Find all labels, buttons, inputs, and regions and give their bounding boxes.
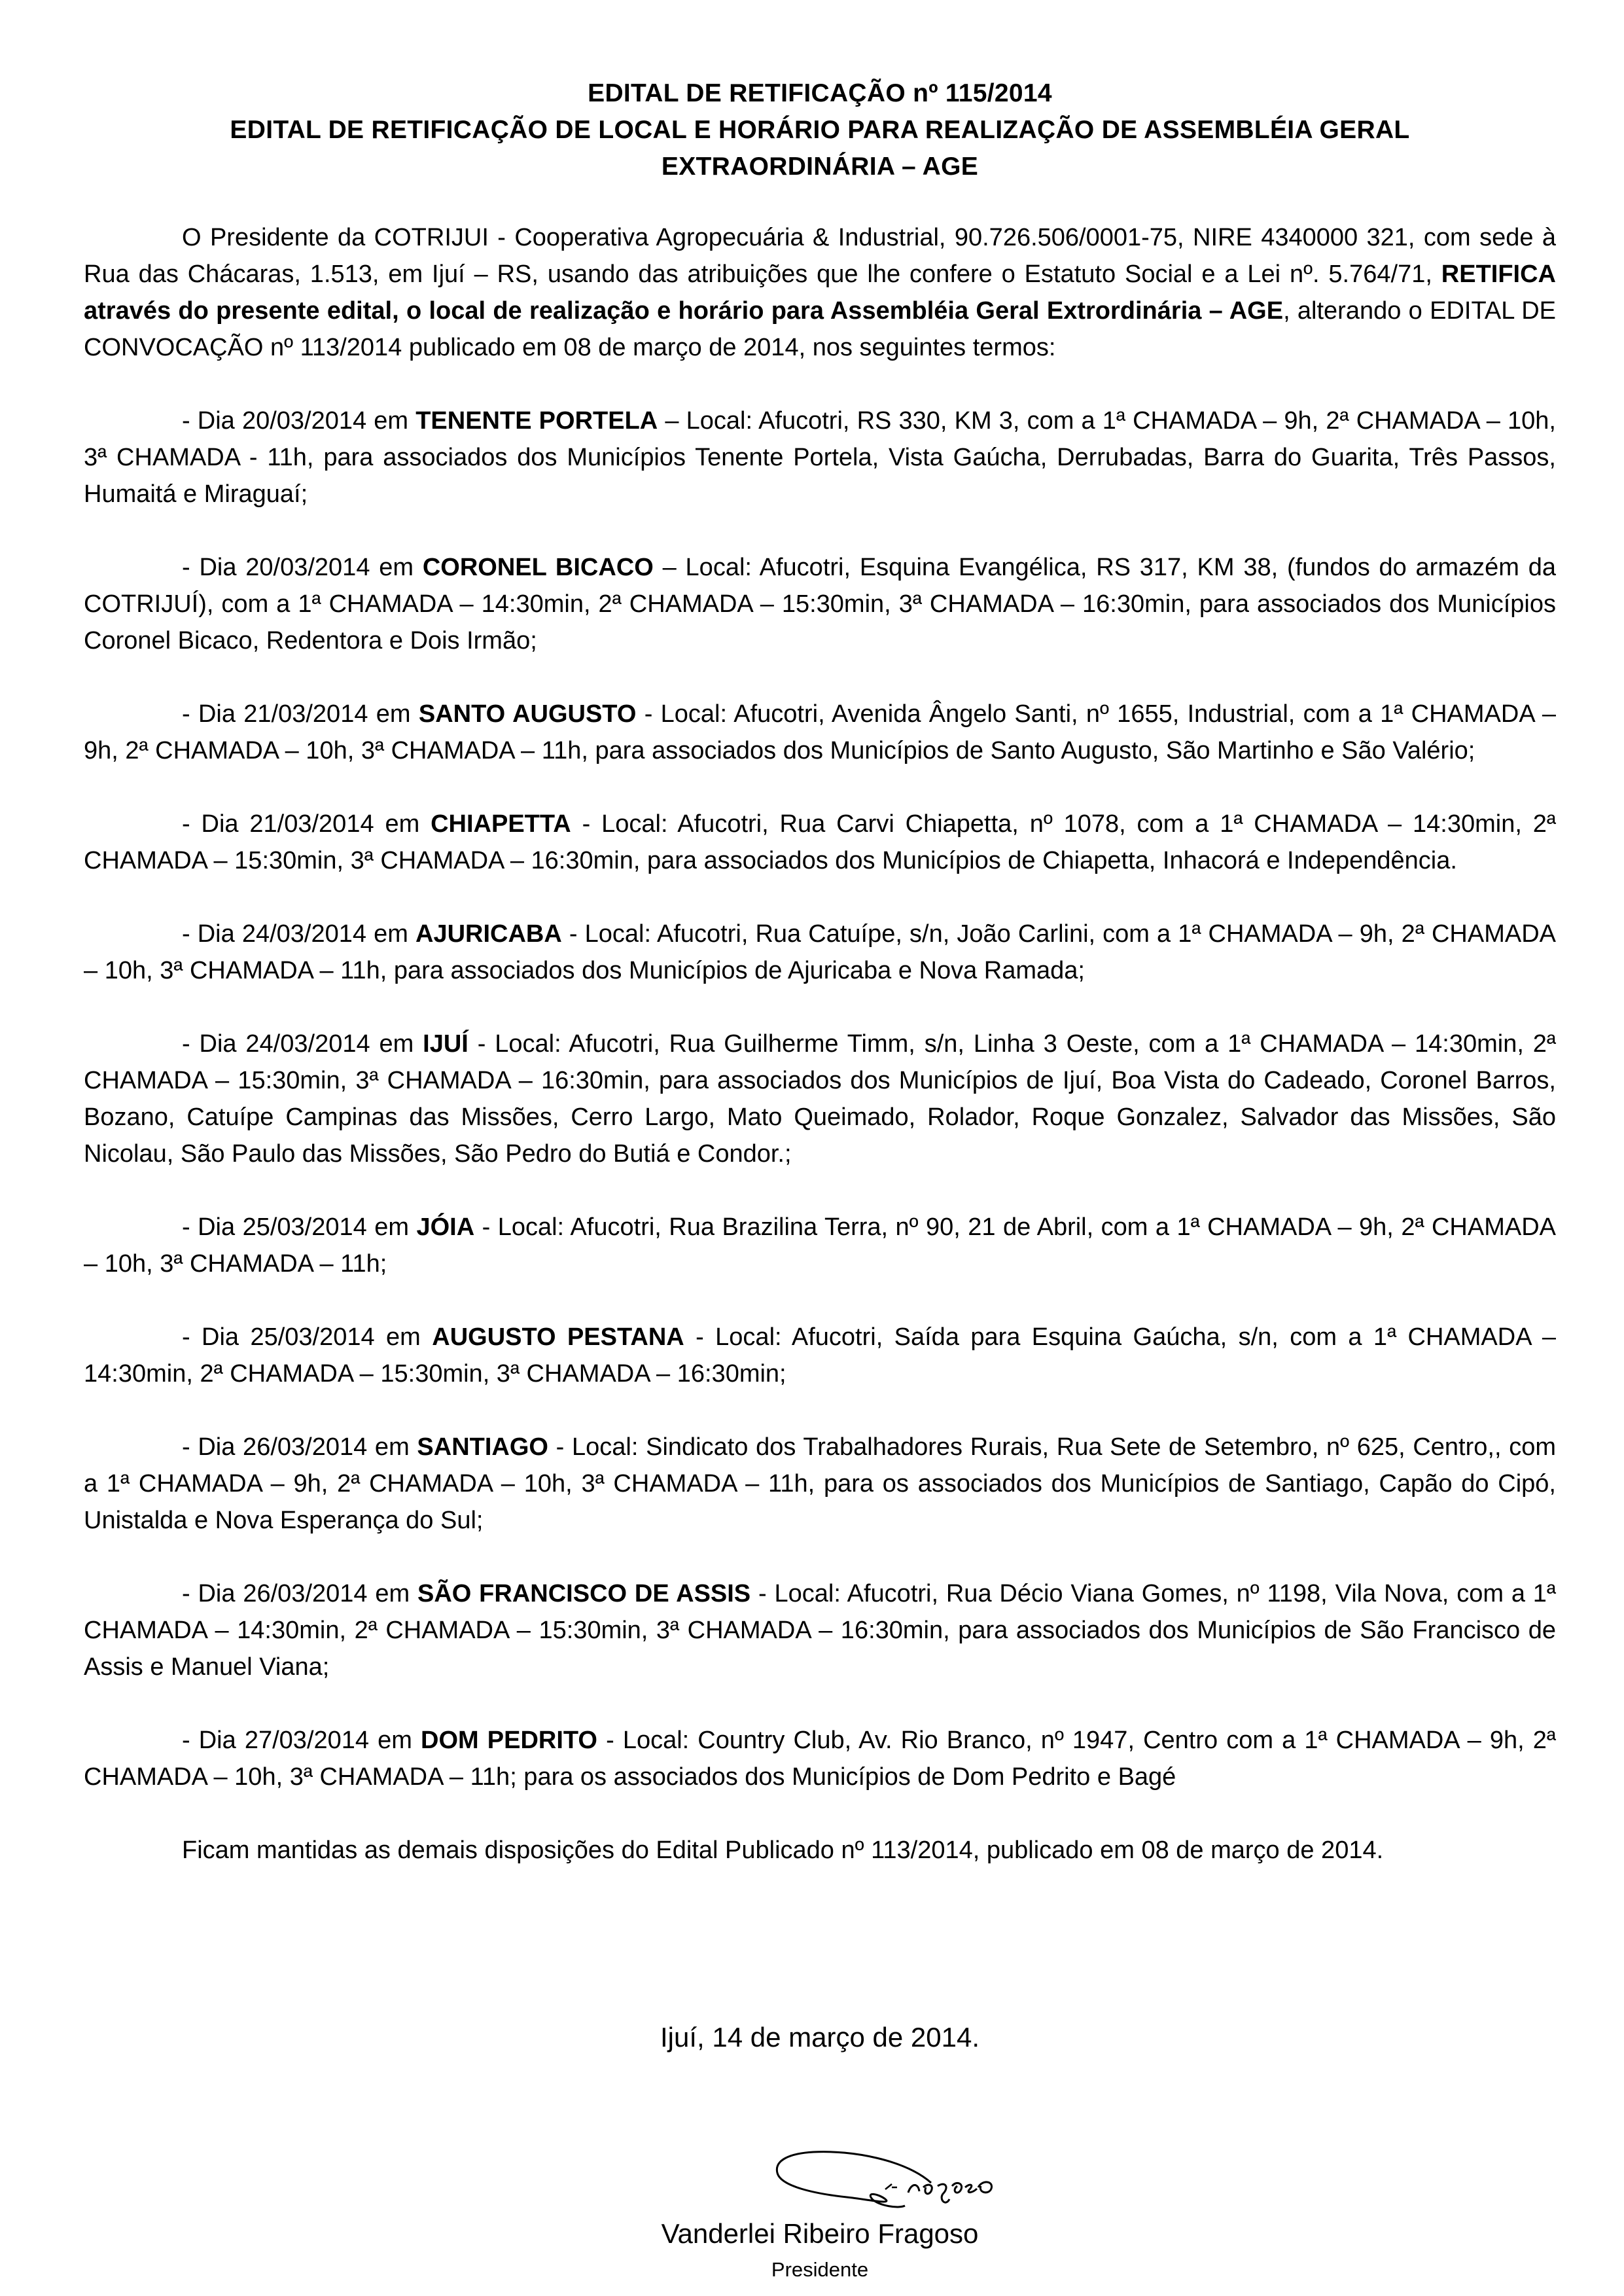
assembly-city: JÓIA (416, 1213, 475, 1241)
assembly-date: - Dia 27/03/2014 em (182, 1727, 421, 1754)
assembly-date: - Dia 24/03/2014 em (182, 920, 415, 948)
assembly-item (84, 1575, 1556, 1685)
assembly-date: - Dia 26/03/2014 em (182, 1433, 417, 1461)
assembly-city: CHIAPETTA (431, 810, 571, 838)
edital-subject-title-cont: EXTRAORDINÁRIA – AGE (661, 152, 979, 181)
document-header (84, 75, 1556, 185)
assembly-date: - Dia 25/03/2014 em (182, 1213, 417, 1241)
assembly-details: - Local: Sindicato dos Trabalhadores Rurais, Rua Sete de Setembro, nº 625, Centro,, com a 1ª CHAMADA – 9h, 2ª CHAMADA – 10h, 3ª CHAMADA – 11h, para os associados dos Municípios de Santiago, Capão do Cipó, Unistalda e Nova Esperança do Sul; (84, 1433, 1556, 1534)
assembly-city: AUGUSTO PESTANA (432, 1323, 684, 1351)
assembly-city: IJUÍ (423, 1030, 468, 1058)
document-body (84, 219, 1556, 1869)
assembly-item (84, 1026, 1556, 1172)
assembly-date: - Dia 20/03/2014 em (182, 554, 423, 581)
assembly-item (84, 696, 1556, 769)
intro-text: O Presidente da COTRIJUI - Cooperativa Agropecuária & Industrial, 90.726.506/0001-75, NIRE 4340000 321, com sede à Rua das Chácaras, 1.513, em Ijuí – RS, usando das atribuições que lhe confere o Estatuto Social e a Lei nº. 5.764/71, (84, 224, 1556, 288)
assembly-item (84, 1429, 1556, 1539)
assembly-item (84, 403, 1556, 512)
intro-text-cont: , alterando o EDITAL DE CONVOCAÇÃO nº 113/2014 publicado em 08 de março de 2014, nos seguintes termos: (84, 297, 1557, 361)
assembly-details: – Local: Afucotri, RS 330, KM 3, com a 1ª CHAMADA – 9h, 2ª CHAMADA – 10h, 3ª CHAMADA - 11h, para associados dos Municípios Tenente Portela, Vista Gaúcha, Derrubadas, Barra do Guarita, Três Passos, Humaitá e Miraguaí; (84, 407, 1556, 508)
place-date: Ijuí, 14 de março de 2014. (660, 2022, 980, 2053)
assembly-date: - Dia 21/03/2014 em (182, 700, 419, 728)
assembly-details: - Local: Afucotri, Avenida Ângelo Santi, nº 1655, Industrial, com a 1ª CHAMADA – 9h, 2ª CHAMADA – 10h, 3ª CHAMADA – 11h, para associados dos Municípios de Santo Augusto, São Martinho e São Valério; (84, 700, 1556, 764)
assembly-city: AJURICABA (415, 920, 562, 948)
assembly-details: - Local: Country Club, Av. Rio Branco, nº 1947, Centro com a 1ª CHAMADA – 9h, 2ª CHAMADA – 10h, 3ª CHAMADA – 11h; para os associados dos Municípios de Dom Pedrito e Bagé (84, 1727, 1556, 1791)
assembly-details: – Local: Afucotri, Esquina Evangélica, RS 317, KM 38, (fundos do armazém da COTRIJUÍ), com a 1ª CHAMADA – 14:30min, 2ª CHAMADA – 15:30min, 3ª CHAMADA – 16:30min, para associados dos Municípios Coronel Bicaco, Redentora e Dois Irmão; (84, 554, 1556, 655)
assembly-details: - Local: Afucotri, Saída para Esquina Gaúcha, s/n, com a 1ª CHAMADA – 14:30min, 2ª CHAMADA – 15:30min, 3ª CHAMADA – 16:30min; (84, 1323, 1556, 1388)
assembly-city: SANTO AUGUSTO (418, 700, 637, 728)
assembly-item (84, 1319, 1556, 1392)
assembly-item (84, 1209, 1556, 1282)
assembly-date: - Dia 24/03/2014 em (182, 1030, 423, 1058)
edital-number-title: EDITAL DE RETIFICAÇÃO nº 115/2014 (588, 79, 1052, 107)
assembly-details: - Local: Afucotri, Rua Décio Viana Gomes, nº 1198, Vila Nova, com a 1ª CHAMADA – 14:30min, 2ª CHAMADA – 15:30min, 3ª CHAMADA – 16:30min, para associados dos Municípios de São Francisco de Assis e Manuel Viana; (84, 1580, 1556, 1681)
assembly-city: CORONEL BICACO (422, 554, 654, 581)
assembly-date: - Dia 26/03/2014 em (182, 1580, 417, 1607)
assembly-details: - Local: Afucotri, Rua Catuípe, s/n, João Carlini, com a 1ª CHAMADA – 9h, 2ª CHAMADA – 10h, 3ª CHAMADA – 11h, para associados dos Municípios de Ajuricaba e Nova Ramada; (84, 920, 1556, 984)
assembly-item (84, 1722, 1556, 1795)
assembly-item (84, 549, 1556, 659)
assembly-date: - Dia 20/03/2014 em (182, 407, 416, 435)
signer-role: Presidente (771, 2258, 869, 2281)
closing-paragraph: Ficam mantidas as demais disposições do Edital Publicado nº 113/2014, publicado em 08 de março de 2014. (182, 1837, 1384, 1864)
edital-subject-title: EDITAL DE RETIFICAÇÃO DE LOCAL E HORÁRIO PARA REALIZAÇÃO DE ASSEMBLÉIA GERAL (230, 116, 1410, 144)
assembly-item (84, 806, 1556, 879)
assembly-details: - Local: Afucotri, Rua Carvi Chiapetta, nº 1078, com a 1ª CHAMADA – 14:30min, 2ª CHAMADA – 15:30min, 3ª CHAMADA – 16:30min, para associados dos Municípios de Chiapetta, Inhacorá e Independência. (84, 810, 1556, 874)
assembly-city: SANTIAGO (417, 1433, 548, 1461)
assembly-date: - Dia 21/03/2014 em (182, 810, 431, 838)
signer-name: Vanderlei Ribeiro Fragoso (661, 2218, 979, 2249)
assembly-item (84, 916, 1556, 989)
assembly-city: DOM PEDRITO (421, 1727, 597, 1754)
assembly-details: - Local: Afucotri, Rua Guilherme Timm, s/n, Linha 3 Oeste, com a 1ª CHAMADA – 14:30min, 2ª CHAMADA – 15:30min, 3ª CHAMADA – 16:30min, para associados dos Municípios de Ijuí, Boa Vista do Cadeado, Coronel Barros, Bozano, Catuípe Campinas das Missões, Cerro Largo, Mato Queimado, Rolador, Roque Gonzalez, Salvador das Missões, São Nicolau, São Paulo das Missões, São Pedro do Butiá e Condor.; (84, 1030, 1556, 1168)
assembly-city: TENENTE PORTELA (415, 407, 658, 435)
assembly-city: SÃO FRANCISCO DE ASSIS (417, 1580, 751, 1607)
assembly-date: - Dia 25/03/2014 em (182, 1323, 432, 1351)
intro-paragraph (84, 219, 1556, 366)
intro-bold-text: RETIFICA através do presente edital, o local de realização e horário para Assembléia Geral Extrordinária – AGE (84, 260, 1556, 325)
assembly-details: - Local: Afucotri, Rua Brazilina Terra, nº 90, 21 de Abril, com a 1ª CHAMADA – 9h, 2ª CHAMADA – 10h, 3ª CHAMADA – 11h; (84, 1213, 1556, 1278)
